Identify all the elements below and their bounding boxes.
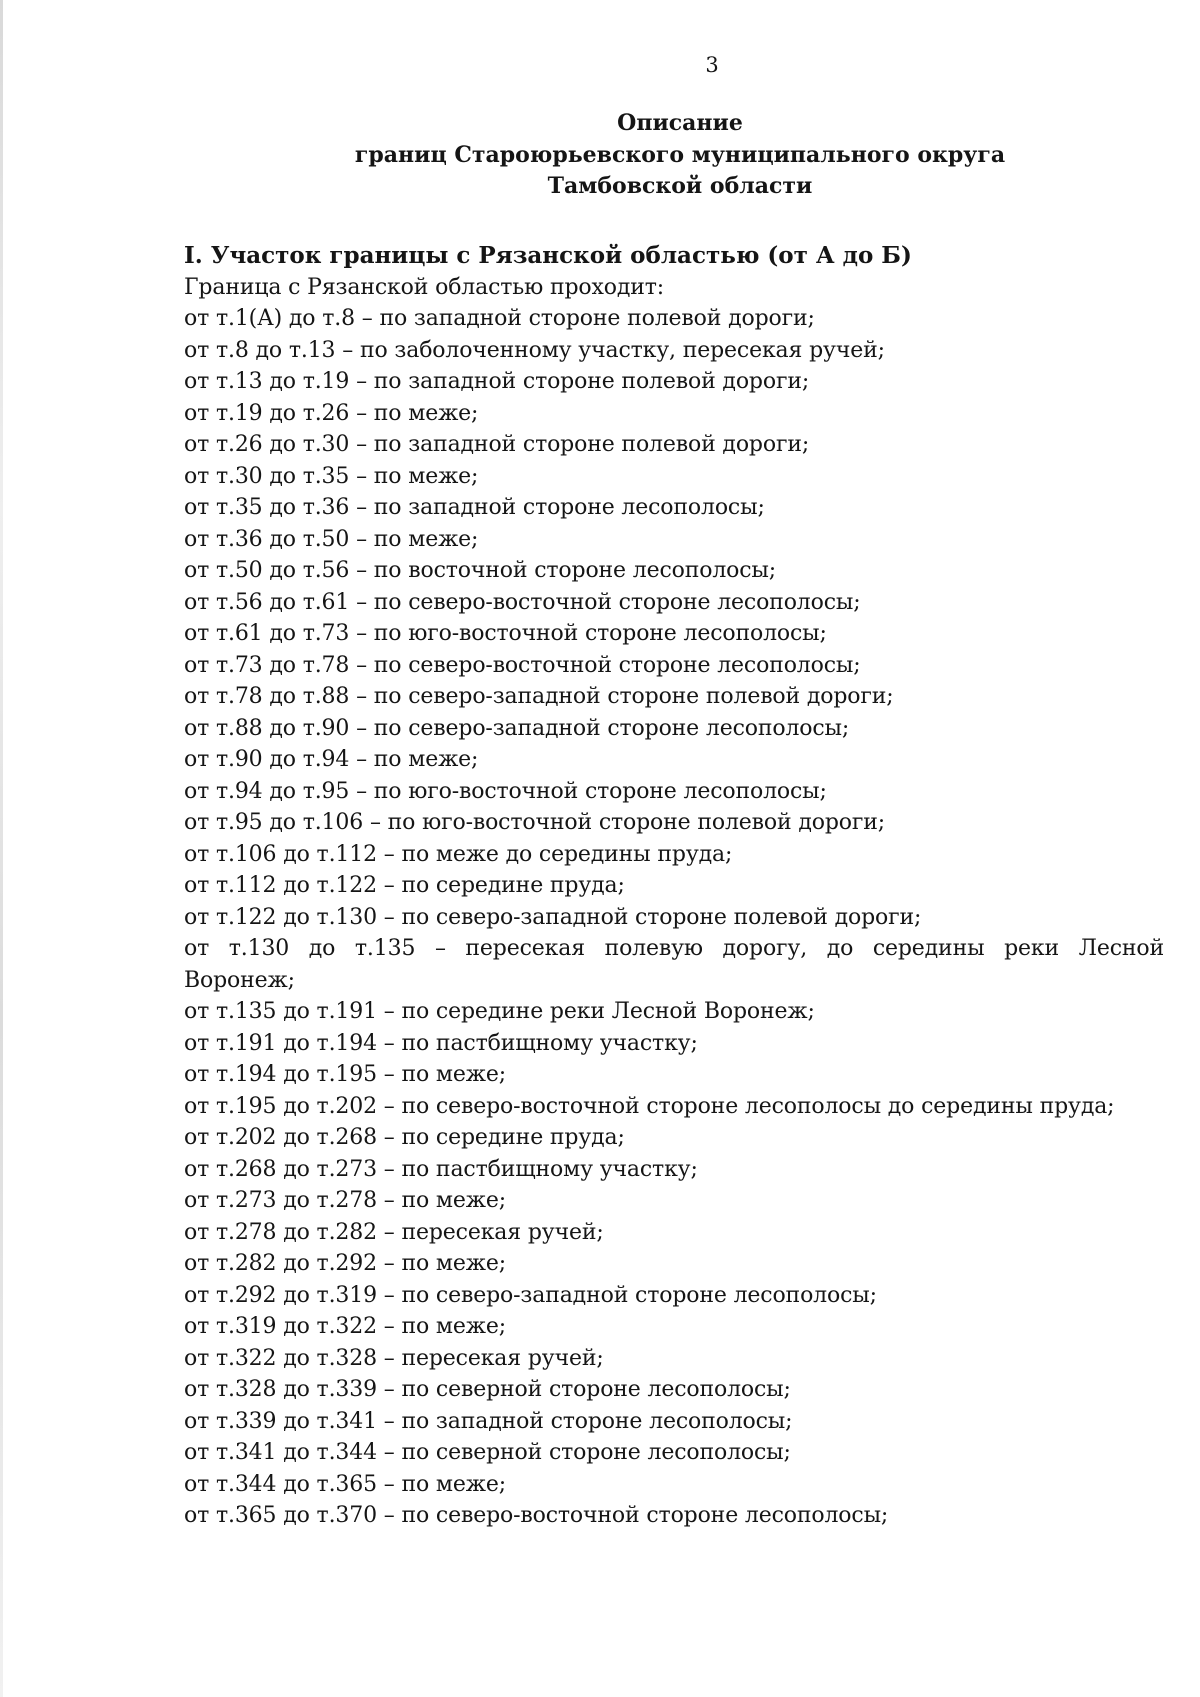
document-body [184, 240, 1164, 1532]
boundary-line: от т.56 до т.61 – по северо-восточной стороне лесополосы; [184, 589, 861, 615]
section-heading: I. Участок границы с Рязанской областью (от А до Б) [184, 242, 912, 269]
title-line-3: Тамбовской области [547, 173, 813, 199]
boundary-line: от т.292 до т.319 – по северо-западной стороне лесополосы; [184, 1282, 877, 1308]
boundary-line: от т.35 до т.36 – по западной стороне лесополосы; [184, 495, 765, 520]
boundary-line: от т.339 до т.341 – по западной стороне лесополосы; [184, 1408, 793, 1434]
boundary-line: от т.90 до т.94 – по меже; [184, 747, 479, 772]
boundary-line: от т.1(А) до т.8 – по западной стороне полевой дороги; [184, 306, 815, 331]
boundary-line: от т.319 до т.322 – по меже; [184, 1314, 506, 1339]
boundary-line: от т.365 до т.370 – по северо-восточной стороне лесополосы; [184, 1503, 889, 1528]
title-line-2: границ Староюрьевского муниципального округа [354, 141, 1006, 168]
title-line-1: Описание [617, 110, 743, 136]
boundary-line: от т.273 до т.278 – по меже; [184, 1188, 506, 1213]
boundary-line: от т.50 до т.56 – по восточной стороне лесополосы; [184, 558, 777, 583]
boundary-line: от т.130 до т.135 – пересекая полевую дорогу, до середины реки Лесной Воронеж; [184, 936, 1164, 993]
boundary-line: от т.344 до т.365 – по меже; [184, 1471, 506, 1497]
scan-edge [0, 0, 3, 1697]
boundary-line: от т.8 до т.13 – по заболоченному участку, пересекая ручей; [184, 337, 885, 363]
boundary-line: от т.19 до т.26 – по меже; [184, 400, 479, 426]
section-intro: Граница с Рязанской областью проходит: [184, 274, 665, 300]
boundary-line: от т.195 до т.202 – по северо-восточной стороне лесополосы до середины пруда; [184, 1093, 1115, 1119]
document-title [300, 108, 1060, 203]
page-number: 3 [705, 53, 719, 77]
boundary-line: от т.341 до т.344 – по северной стороне лесополосы; [184, 1440, 791, 1465]
boundary-line: от т.194 до т.195 – по меже; [184, 1062, 506, 1087]
boundary-line: от т.282 до т.292 – по меже; [184, 1251, 506, 1276]
boundary-line: от т.278 до т.282 – пересекая ручей; [184, 1219, 604, 1245]
boundary-line: от т.322 до т.328 – пересекая ручей; [184, 1345, 604, 1371]
boundary-line: от т.135 до т.191 – по середине реки Лесной Воронеж; [184, 999, 815, 1024]
boundary-line: от т.106 до т.112 – по меже до середины пруда; [184, 841, 733, 867]
boundary-line: от т.30 до т.35 – по меже; [184, 463, 479, 489]
boundary-line: от т.26 до т.30 – по западной стороне полевой дороги; [184, 432, 810, 457]
boundary-line: от т.95 до т.106 – по юго-восточной стороне полевой дороги; [184, 810, 886, 835]
boundary-line: от т.78 до т.88 – по северо-западной стороне полевой дороги; [184, 684, 894, 709]
boundary-line: от т.36 до т.50 – по меже; [184, 526, 479, 552]
boundary-line: от т.202 до т.268 – по середине пруда; [184, 1125, 625, 1150]
boundary-line: от т.88 до т.90 – по северо-западной стороне лесополосы; [184, 715, 850, 741]
boundary-line: от т.61 до т.73 – по юго-восточной стороне лесополосы; [184, 621, 827, 646]
boundary-line: от т.94 до т.95 – по юго-восточной стороне лесополосы; [184, 778, 827, 804]
boundary-line: от т.122 до т.130 – по северо-западной стороне полевой дороги; [184, 904, 922, 930]
boundary-line: от т.268 до т.273 – по пастбищному участку; [184, 1156, 698, 1182]
boundary-line: от т.13 до т.19 – по западной стороне полевой дороги; [184, 369, 810, 394]
boundary-line: от т.328 до т.339 – по северной стороне лесополосы; [184, 1377, 791, 1402]
boundary-line: от т.191 до т.194 – по пастбищному участку; [184, 1030, 698, 1056]
boundary-line: от т.112 до т.122 – по середине пруда; [184, 873, 625, 898]
boundary-line: от т.73 до т.78 – по северо-восточной стороне лесополосы; [184, 652, 861, 678]
